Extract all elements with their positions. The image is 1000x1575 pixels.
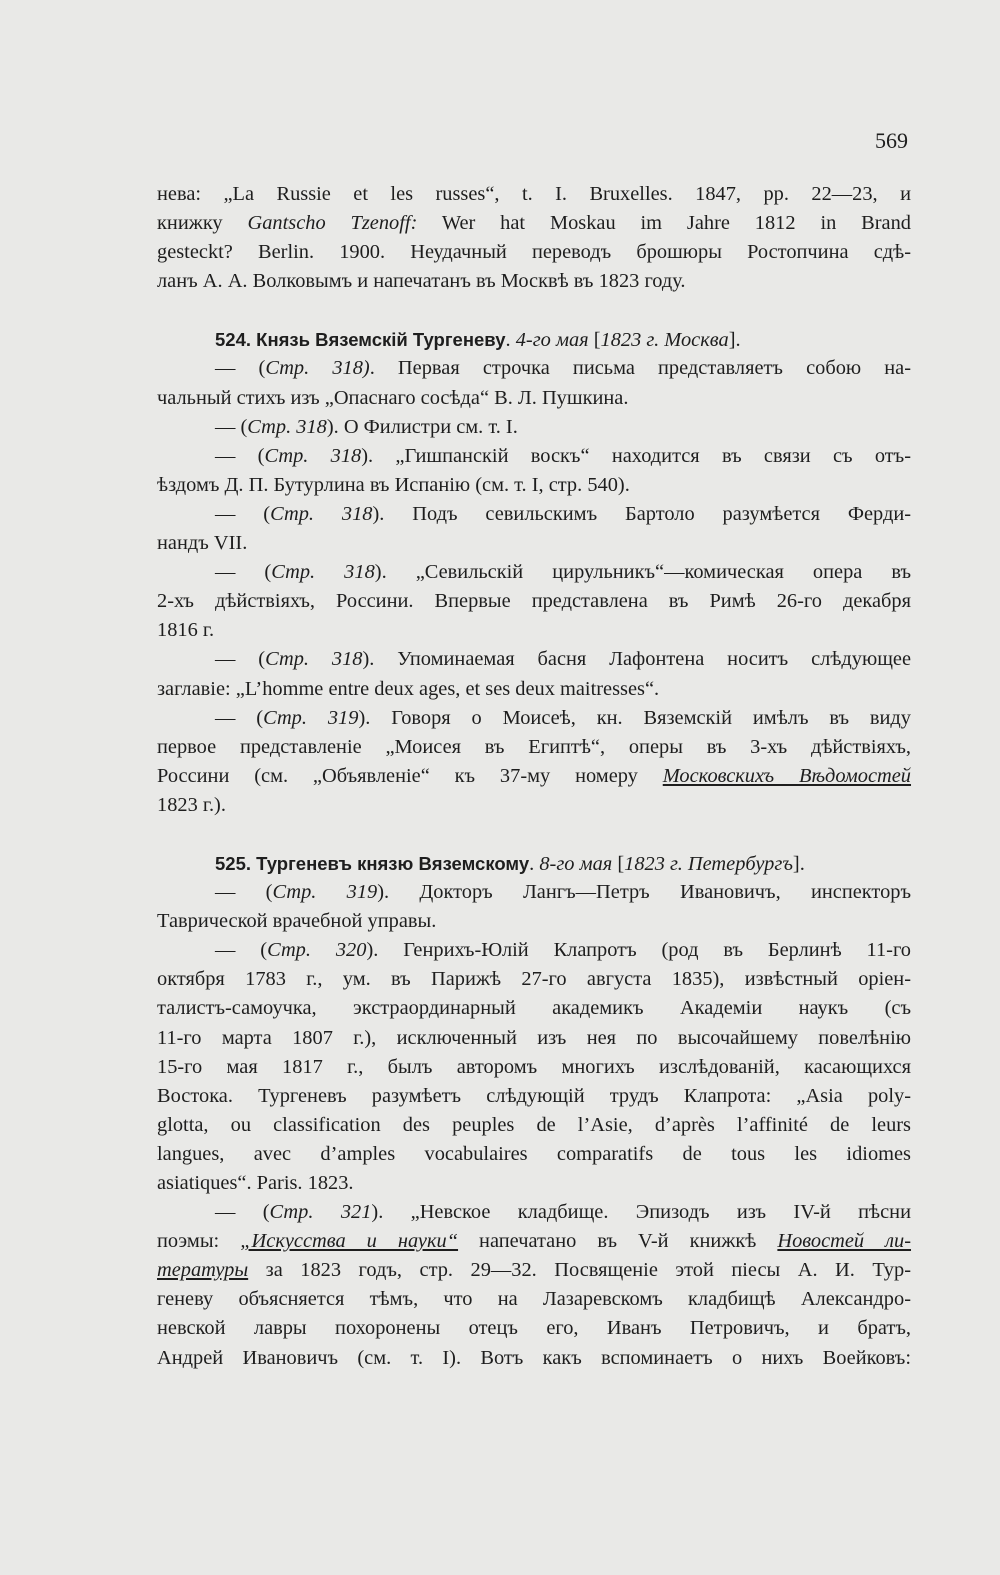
text-line: Востока. Тургеневъ разумѣетъ слѣдующій трудъ Клапрота: „Asia poly-: [157, 1084, 911, 1107]
text-line: — (Стр. 319). Докторъ Лангъ—Петръ Ивановичъ, инспекторъ: [215, 881, 911, 904]
text-line: — (Стр. 318). Упоминаемая басня Лафонтена носитъ слѣдующее: [215, 648, 912, 671]
text-line: asiatiques“. Paris. 1823.: [157, 1172, 354, 1194]
italic-span: 1823 г. Москва: [600, 329, 729, 352]
text-line: нева: „La Russie et les russes“, t. I. Bruxelles. 1847, pp. 22—23, и: [157, 183, 911, 205]
italic-span: 4-го мая: [515, 329, 589, 352]
italic-span: Стр. 320: [267, 939, 367, 962]
text-line: — (Стр. 321). „Невское кладбище. Эпизодъ изъ IV-й пѣсни: [215, 1201, 911, 1224]
text-line: — (Стр. 320). Генрихъ-Юлій Клапротъ (род въ Берлинѣ 11-го: [215, 939, 911, 962]
text-line: заглавіе: „L’homme entre deux ages, et ses deux maitresses“.: [157, 677, 660, 700]
text-line: октября 1783 г., ум. въ Парижѣ 27-го августа 1835), извѣстный оріен-: [157, 968, 911, 991]
page-number: 569: [875, 128, 908, 153]
previous-note: [157, 180, 911, 296]
letter-524-heading: 524. Князь Вяземскій Тургеневу. 4-го мая [1823 г. Москва].: [215, 329, 741, 352]
text-line: ланъ А. А. Волковымъ и напечатанъ въ Москвѣ въ 1823 году.: [157, 270, 686, 293]
italic-span: Стр. 318: [264, 444, 362, 467]
text-line: Андрей Ивановичъ (см. т. I). Вотъ какъ вспоминаетъ о нихъ Воейковъ:: [157, 1346, 911, 1369]
text-line: нандъ VII.: [157, 532, 248, 555]
letter-title: 524. Князь Вяземскій Тургеневу: [215, 329, 506, 351]
text-line: glotta, ou classification des peuples de l’Asie, d’après l’affinité de leurs: [157, 1113, 911, 1136]
italic-span: Стр. 321: [269, 1201, 372, 1224]
text-line: 11-го марта 1807 г.), исключенный изъ нея по высочайшему повелѣнію: [157, 1026, 911, 1049]
notes-text: [157, 180, 911, 1373]
underlined-title: тературы: [157, 1259, 249, 1282]
text-line: — (Стр. 318). „Гишпанскій воскъ“ находится въ связи съ отъ-: [215, 444, 911, 467]
text-line: — (Стр. 318). Первая строчка письма представляетъ собою на-: [215, 357, 911, 380]
text-line: геневу объясняется тѣмъ, что на Лазаревскомъ кладбищѣ Александро-: [157, 1288, 911, 1311]
text-line: — (Стр. 319). Говоря о Моисеѣ, кн. Вяземскій имѣлъ въ виду: [215, 706, 912, 729]
text-line: книжку Gantscho Tzenoff: Wer hat Moskau im Jahre 1812 in Brand: [157, 212, 911, 235]
italic-span: 1823 г. Петербургъ: [624, 852, 793, 875]
letter-title: 525. Тургеневъ князю Вяземскому: [215, 852, 530, 874]
italic-span: Стр. 318): [265, 357, 370, 380]
text-line: 2-хъ дѣйствіяхъ, Россини. Впервые представлена въ Римѣ 26-го декабря: [157, 590, 911, 613]
text-line: чальный стихъ изъ „Опаснаго сосѣда“ В. Л. Пушкина.: [157, 386, 629, 409]
text-line: Таврической врачебной управы.: [157, 910, 437, 933]
letter-525-notes: [157, 878, 911, 1373]
letter-524-notes: [157, 354, 911, 820]
italic-span: 8-го мая: [539, 852, 613, 875]
text-line: первое представленіе „Моисея въ Египтѣ“, оперы въ 3-хъ дѣйствіяхъ,: [157, 735, 911, 758]
text-line: 1816 г.: [157, 619, 215, 642]
text-line: — (Стр. 318). Подъ севильскимъ Бартоло разумѣется Ферди-: [215, 502, 912, 525]
italic-span: Стр. 318: [247, 415, 327, 438]
italic-span: Стр. 318: [270, 502, 373, 525]
text-line: поэмы: „Искусства и науки“ напечатано въ V-й книжкѣ Новостей ли-: [157, 1230, 912, 1253]
text-line: ѣздомъ Д. П. Бутурлина въ Испанію (см. т. I, стр. 540).: [157, 473, 630, 496]
italic-span: Стр. 319: [263, 706, 359, 729]
text-line: gesteckt? Berlin. 1900. Неудачный переводъ брошюры Ростопчина сдѣ-: [157, 241, 911, 264]
underlined-title: Новостей ли-: [777, 1230, 912, 1253]
letter-525-heading: 525. Тургеневъ князю Вяземскому. 8-го мая [1823 г. Петербургъ].: [215, 852, 805, 875]
text-line: — (Стр. 318). О Филистри см. т. I.: [215, 415, 518, 438]
text-line: 15-го мая 1817 г., былъ авторомъ многихъ изслѣдованій, касающихся: [157, 1055, 911, 1078]
text-line: Россини (см. „Объявленіе“ къ 37-му номеру Московскихъ Вѣдомостей: [157, 764, 912, 787]
text-line: талистъ-самоучка, экстраординарный академикъ Академіи наукъ (съ: [157, 997, 911, 1020]
italic-span: Gantscho Tzenoff:: [247, 212, 418, 235]
text-line: тературы за 1823 годъ, стр. 29—32. Посвященіе этой піесы А. И. Тур-: [157, 1259, 911, 1282]
underlined-title: „Искусства и науки“: [240, 1230, 459, 1253]
italic-span: Стр. 318: [271, 561, 375, 584]
text-line: 1823 г.).: [157, 793, 226, 816]
underlined-title: Московскихъ Вѣдомостей: [662, 764, 912, 787]
italic-span: Стр. 318: [265, 648, 363, 671]
text-line: langues, avec d’amples vocabulaires comparatifs de tous les idiomes: [157, 1142, 911, 1165]
italic-span: Стр. 319: [272, 881, 378, 904]
text-line: невской лавры похоронены отецъ его, Иванъ Петровичъ, и братъ,: [157, 1317, 911, 1340]
text-line: — (Стр. 318). „Севильскій цирульникъ“—комическая опера въ: [215, 561, 912, 584]
